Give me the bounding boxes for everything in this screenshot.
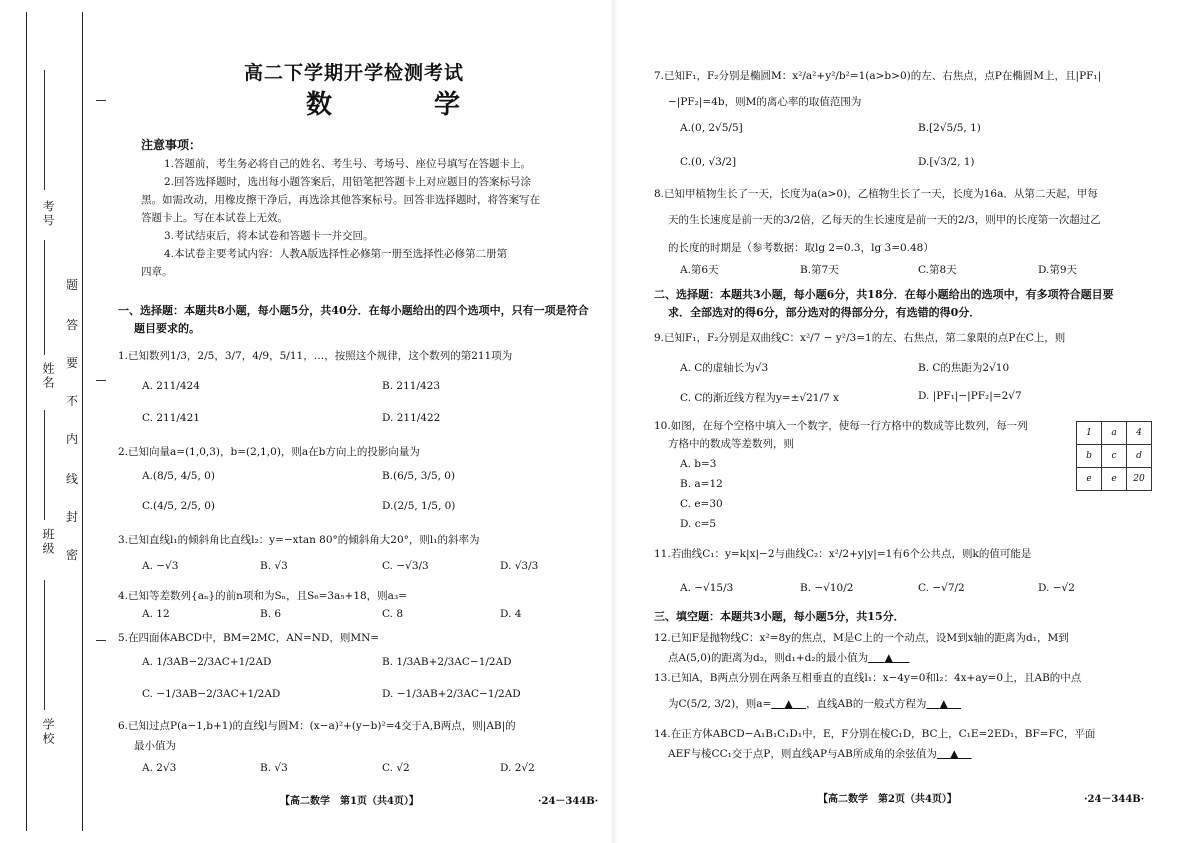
q1-option-a: A. 211/424 [142,380,200,392]
question-12-cont: 点A(5,0)的距离为d₂，则d₁+d₂的最小值为 ▲ [668,650,910,665]
question-8-cont2: 的长度的时期是（参考数据：取lg 2=0.3，lg 3=0.48） [668,242,934,254]
exam-subject: 数 学 [306,90,499,120]
q9-option-c: C. C的渐近线方程为y=±√21/7 x [680,392,839,404]
school-label: 学校 [41,718,55,746]
q4-option-a: A. 12 [142,608,170,620]
q8-option-d: D.第9天 [1038,264,1078,276]
seal-char: 要 [66,356,79,370]
q8-option-a: A.第6天 [680,264,719,276]
q3-option-d: D. √3/3 [500,560,539,572]
name-label: 姓名 [41,362,55,390]
notice-line: 四章。 [141,266,173,278]
grid-cell: 4 [1127,422,1152,445]
q4-option-c: C. 8 [382,608,404,620]
q9-option-d: D. |PF₁|−|PF₂|=2√7 [918,390,1022,402]
q10-option-d: D. c=5 [680,518,717,530]
question-13-cont: 为C(5/2, 3/2)，则a= ▲ ，直线AB的一般式方程为 ▲ [668,696,961,711]
question-9: 9.已知F₁，F₂分别是双曲线C：x²/7 − y²/3=1的左、右焦点，第二象限的点P在C上，则 [654,332,1066,344]
section-2-heading-cont: 求．全部选对的得6分，部分选对的得部分分，有选错的得0分． [668,306,981,319]
class-field [44,410,45,520]
q4-option-d: D. 4 [500,608,522,620]
q6-option-d: D. 2√2 [500,762,535,774]
grid-cell: a [1102,422,1127,445]
question-8-cont: 天的生长速度是前一天的3/2倍，乙每天的生长速度是前一天的2/3，则甲的长度第一次超过乙 [668,214,1101,226]
answer-blank[interactable]: ▲ [939,698,948,710]
page-2-footer-code: ·24－344B· [1084,794,1145,805]
seal-char: 线 [66,472,79,486]
question-8: 8.已知甲植物生长了一天，长度为a(a>0)，乙植物生长了一天，长度为16a．从第二天起，甲每 [654,188,1098,200]
fold-mark [96,380,106,381]
seal-char: 内 [66,432,79,446]
q8-option-c: C.第8天 [918,264,957,276]
seal-char: 题 [66,278,79,292]
question-10: 10.如图，在每个空格中填入一个数字，使每一行方格中的数成等比数列，每一列 [654,420,1028,432]
page-1-footer-label: 【高二数学 第1页（共4页）】 [280,796,419,807]
q7-option-c: C.(0, √3/2] [680,156,737,168]
q6-option-a: A. 2√3 [142,762,177,774]
q1-option-c: C. 211/421 [142,412,200,424]
fold-mark [96,100,106,101]
answer-blank[interactable]: ▲ [884,652,893,664]
q5-option-c: C. −1/3AB−2/3AC+1/2AD [142,688,281,700]
question-11: 11.若曲线C₁：y=k|x|−2与曲线C₂：x²/2+y|y|=1有6个公共点，则k的值可能是 [654,548,1032,560]
class-label: 班级 [41,528,55,556]
question-12: 12.已知F是抛物线C：x²=8y的焦点，M是C上的一个动点，设M到x轴的距离为d₁，M到 [654,632,1069,644]
q7-option-b: B.[2√5/5, 1) [918,122,981,134]
school-field [44,580,45,710]
grid-cell: b [1077,445,1102,468]
fold-mark [96,640,106,641]
section-1-heading-cont: 题目要求的。 [134,322,200,335]
q2-option-c: C.(4/5, 2/5, 0) [142,500,216,512]
answer-blank[interactable]: ▲ [784,698,793,710]
q8-option-b: B.第7天 [800,264,839,276]
question-6: 6.已知过点P(a−1,b+1)的直线l与圆M：(x−a)²+(y−b)²=4交于A,B两点，则|AB|的 [118,720,516,732]
question-14: 14.在正方体ABCD−A₁B₁C₁D₁中，E，F分别在棱C₁D，BC上，C₁E=2ED₁，BF=FC，平面 [654,728,1096,740]
question-3: 3.已知直线l₁的倾斜角比直线l₂：y=−xtan 80°的倾斜角大20°，则l₁的斜率为 [118,534,480,546]
exam-number-label: 考号 [41,200,55,228]
grid-cell: 1 [1077,422,1102,445]
notice-line: 3.考试结束后，将本试卷和答题卡一并交回。 [164,230,374,242]
question-4: 4.已知等差数列{aₙ}的前n项和为Sₙ，且S₆=3a₅+18，则a₃= [118,590,407,602]
q6-option-c: C. √2 [382,762,410,774]
seal-char: 答 [66,318,79,332]
q11-option-d: D. −√2 [1038,582,1075,594]
question-14-cont: AEF与棱CC₁交于点P，则直线AP与AB所成角的余弦值为 ▲ [668,746,972,761]
q7-option-a: A.(0, 2√5/5] [680,122,743,134]
seal-char: 不 [66,394,79,408]
q9-option-a: A. C的虚轴长为√3 [680,362,769,374]
q5-option-b: B. 1/3AB+2/3AC−1/2AD [382,656,512,668]
q10-option-b: B. a=12 [680,478,723,490]
notice-heading: 注意事项： [141,138,202,152]
q3-option-a: A. −√3 [142,560,179,572]
question-7-cont: −|PF₂|=4b，则M的离心率的取值范围为 [668,96,862,108]
page-2-footer-label: 【高二数学 第2页（共4页）】 [818,794,957,805]
q3-option-c: C. −√3/3 [382,560,429,572]
question-2: 2.已知向量a=(1,0,3)，b=(2,1,0)，则a在b方向上的投影向量为 [118,446,420,458]
q2-option-d: D.(2/5, 1/5, 0) [382,500,456,512]
binding-margin [0,0,100,843]
q1-option-b: B. 211/423 [382,380,441,392]
seal-char: 封 [66,510,79,524]
question-6-cont: 最小值为 [134,740,176,752]
q11-option-a: A. −√15/3 [680,582,734,594]
answer-blank[interactable]: ▲ [950,748,959,760]
question-1: 1.已知数列1/3，2/5，3/7，4/9，5/11，…，按照这个规律，这个数列的第211项为 [118,350,513,362]
grid-cell: 20 [1127,468,1152,491]
section-2-heading: 二、选择题：本题共3小题，每小题6分，共18分．在每小题给出的选项中，有多项符合题目要 [654,288,1114,301]
notice-line: 4.本试卷主要考试内容：人教A版选择性必修第一册至选择性必修第二册第 [164,248,508,260]
binding-line-inner [82,12,83,831]
notice-line: 黑。如需改动，用橡皮擦干净后，再选涂其他答案标号。回答非选择题时，将答案写在 [141,194,540,206]
q5-option-a: A. 1/3AB−2/3AC+1/2AD [142,656,272,668]
notice-line: 答题卡上。写在本试卷上无效。 [141,212,288,224]
q10-option-a: A. b=3 [680,458,717,470]
seal-char: 密 [66,548,79,562]
q1-option-d: D. 211/422 [382,412,441,424]
notice-line: 1.答题前，考生务必将自己的姓名、考生号、考场号、座位号填写在答题卡上。 [164,158,532,170]
q2-option-a: A.(8/5, 4/5, 0) [142,470,215,482]
q10-grid [1076,421,1152,491]
binding-line-outer [26,12,27,831]
section-3-heading: 三、填空题：本题共3小题，每小题5分，共15分． [654,610,905,623]
page-1-footer-code: ·24－344B· [538,796,599,807]
section-1-heading: 一、选择题：本题共8小题，每小题5分，共40分．在每小题给出的四个选项中，只有一项是符合 [118,304,589,317]
q10-option-c: C. e=30 [680,498,723,510]
q11-option-b: B. −√10/2 [800,582,854,594]
exam-number-field [44,70,45,190]
q11-option-c: C. −√7/2 [918,582,965,594]
grid-cell: c [1102,445,1127,468]
q6-option-b: B. √3 [260,762,288,774]
q3-option-b: B. √3 [260,560,288,572]
q5-option-d: D. −1/3AB+2/3AC−1/2AD [382,688,521,700]
exam-title: 高二下学期开学检测考试 [244,62,465,84]
q9-option-b: B. C的焦距为2√10 [918,362,1010,374]
notice-line: 2.回答选择题时，选出每小题答案后，用铅笔把答题卡上对应题目的答案标号涂 [164,176,532,188]
question-7: 7.已知F₁，F₂分别是椭圆M：x²/a²+y²/b²=1(a>b>0)的左、右焦点，点P在椭圆M上，且|PF₁| [654,70,1102,82]
q4-option-b: B. 6 [260,608,282,620]
q7-option-d: D.[√3/2, 1) [918,156,975,168]
grid-cell: e [1102,468,1127,491]
q2-option-b: B.(6/5, 3/5, 0) [382,470,456,482]
question-13: 13.已知A，B两点分别在两条互相垂直的直线l₁：x−4y=0和l₂：4x+ay=0上，且AB的中点 [654,672,1082,684]
grid-cell: e [1077,468,1102,491]
grid-cell: d [1127,445,1152,468]
question-5: 5.在四面体ABCD中，BM=2MC，AN=ND，则MN= [118,632,380,644]
question-10-cont: 方格中的数成等差数列，则 [668,438,794,450]
name-field [44,240,45,355]
